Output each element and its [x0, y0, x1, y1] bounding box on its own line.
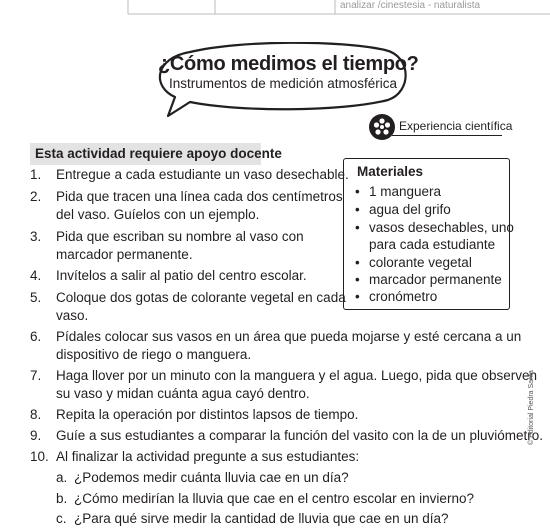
bullet-icon: •: [355, 272, 360, 287]
badge-underline: [392, 135, 502, 136]
bullet-icon: •: [355, 289, 360, 304]
bullet-icon: •: [355, 184, 360, 199]
bullet-icon: •: [355, 255, 360, 270]
side-credit: © Editorial Piedra Santa: [528, 370, 535, 445]
bullet-icon: •: [355, 202, 360, 217]
page-subtitle: Instrumentos de medición atmosférica: [168, 76, 398, 91]
section-heading: Esta actividad requiere apoyo docente: [30, 143, 261, 165]
header-skills: analizar /cinestesia - naturalista: [340, 0, 481, 11]
page-title: ¿Cómo medimos el tiempo?: [158, 53, 419, 75]
badge-label: Experiencia científica: [399, 119, 513, 133]
molecule-icon: [368, 113, 396, 141]
materials-title: Materiales: [357, 164, 424, 179]
bullet-icon: •: [355, 220, 360, 235]
